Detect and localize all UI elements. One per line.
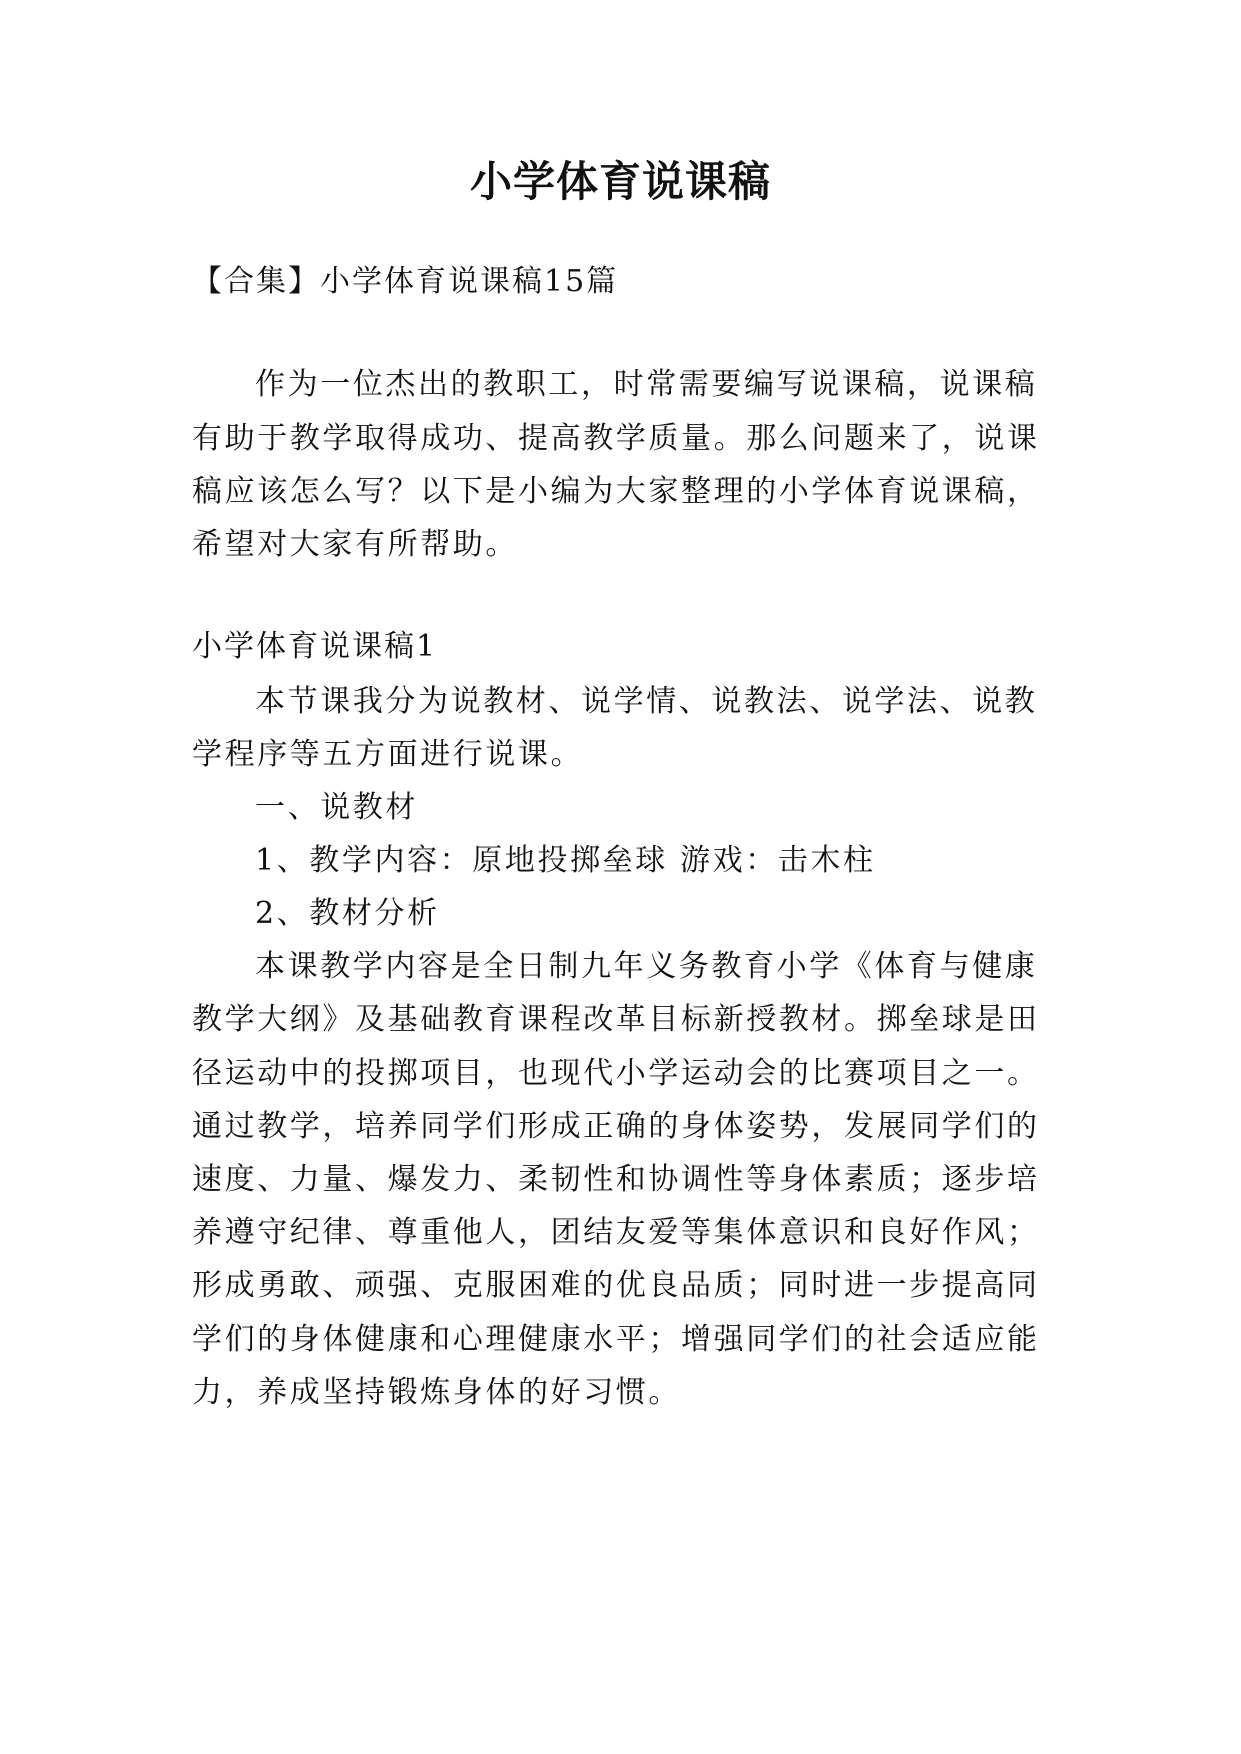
collection-subtitle: 【合集】小学体育说课稿15篇 bbox=[192, 264, 619, 299]
overview-line: 学程序等五方面进行说课。 bbox=[192, 737, 584, 772]
list-item: 2、教材分析 bbox=[255, 896, 440, 931]
part-heading: 一、说教材 bbox=[255, 790, 418, 825]
analysis-line: 本课教学内容是全日制九年义务教育小学《体育与健康 bbox=[255, 949, 1038, 984]
document-title: 小学体育说课稿 bbox=[469, 157, 771, 206]
analysis-line: 通过教学，培养同学们形成正确的身体姿势，发展同学们的 bbox=[192, 1109, 1040, 1144]
overview-line: 本节课我分为说教材、说学情、说教法、说学法、说教 bbox=[255, 684, 1038, 719]
intro-line: 稿应该怎么写？以下是小编为大家整理的小学体育说课稿， bbox=[192, 474, 1040, 509]
analysis-line: 养遵守纪律、尊重他人，团结友爱等集体意识和良好作风； bbox=[192, 1215, 1040, 1250]
list-item: 1、教学内容：原地投掷垒球 游戏：击木柱 bbox=[255, 843, 876, 878]
analysis-line: 学们的身体健康和心理健康水平；增强同学们的社会适应能 bbox=[192, 1322, 1040, 1357]
analysis-line: 径运动中的投掷项目，也现代小学运动会的比赛项目之一。 bbox=[192, 1056, 1040, 1091]
analysis-line: 力，养成坚持锻炼身体的好习惯。 bbox=[192, 1375, 681, 1410]
intro-line: 希望对大家有所帮助。 bbox=[192, 527, 518, 562]
intro-line: 作为一位杰出的教职工，时常需要编写说课稿，说课稿 bbox=[255, 367, 1038, 402]
analysis-line: 速度、力量、爆发力、柔韧性和协调性等身体素质；逐步培 bbox=[192, 1162, 1040, 1197]
intro-line: 有助于教学取得成功、提高教学质量。那么问题来了，说课 bbox=[192, 421, 1040, 456]
analysis-line: 教学大纲》及基础教育课程改革目标新授教材。掷垒球是田 bbox=[192, 1002, 1040, 1037]
analysis-line: 形成勇敢、顽强、克服困难的优良品质；同时进一步提高同 bbox=[192, 1268, 1040, 1303]
section-heading: 小学体育说课稿1 bbox=[192, 629, 438, 664]
